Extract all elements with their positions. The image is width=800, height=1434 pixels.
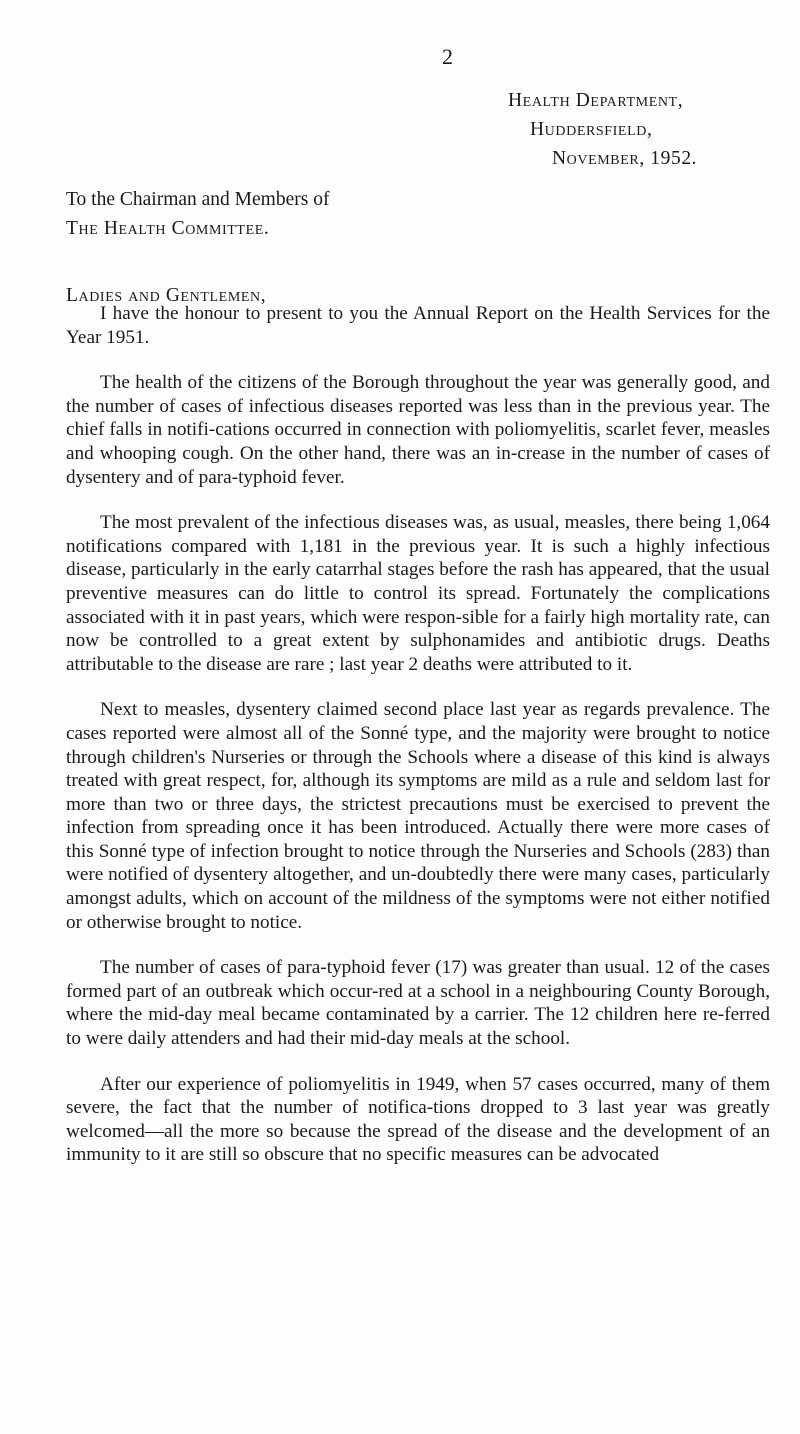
recipient-block (66, 185, 329, 243)
greeting: Ladies and Gentlemen, (66, 285, 267, 306)
address-date: November, 1952. (552, 148, 698, 169)
paragraph-para-typhoid: The number of cases of para-typhoid fever (17) was greater than usual. 12 of the cases formed part of an outbreak which occur-red at a school in a neighbouring County Borough, where the mid-day meal became contaminated by a carrier. The 12 children here re-ferred to were daily attenders and had their mid-day meals at the school. (66, 957, 770, 1050)
paragraph-general-health: The health of the citizens of the Borough throughout the year was generally good, and the number of cases of infectious diseases reported was less than in the previous year. The chief falls in notifi-cations occurred in connection with poliomyelitis, scarlet fever, measles and whooping cough. On the other hand, there was an in-crease in the number of cases of dysentery and of para-typhoid fever. (66, 372, 770, 488)
paragraph-measles: The most prevalent of the infectious diseases was, as usual, measles, there being 1,064 notifications compared with 1,181 in the previous year. It is such a highly infectious disease, particularly in the early catarrhal stages before the rash has appeared, that the usual preventive measures can do little to control its spread. Fortunately the complications associated with it in past years, which were respon-sible for a fairly high mortality rate, can now be controlled to a great extent by sulphonamides and antibiotic drugs. Deaths attributable to the disease are rare ; last year 2 deaths were attributed to it. (66, 512, 770, 675)
recipient-committee: The Health Committee. (66, 218, 270, 239)
paragraph-intro: I have the honour to present to you the Annual Report on the Health Services for the Year 1951. (66, 303, 770, 348)
page-number: 2 (442, 44, 453, 69)
letter-body (66, 302, 770, 1167)
sender-address (508, 86, 697, 173)
address-town: Huddersfield, (530, 119, 653, 140)
recipient-line: To the Chairman and Members of (66, 189, 330, 210)
paragraph-dysentery: Next to measles, dysentery claimed second place last year as regards prevalence. The cases reported were almost all of the Sonné type, and the majority were brought to notice through children's Nurseries or through the Schools where a disease of this kind is always treated with great respect, for, although its symptoms are mild as a rule and seldom last for more than two or three days, the strictest precautions must be exercised to prevent the infection from spreading once it has been introduced. Actually there were more cases of this Sonné type of infection brought to notice through the Nurseries and Schools (283) than were notified of dysentery altogether, and un-doubtedly there were many cases, particularly amongst adults, which on account of the mildness of the symptoms were not either notified or otherwise brought to notice. (66, 699, 770, 933)
address-department: Health Department, (508, 90, 684, 111)
paragraph-poliomyelitis: After our experience of poliomyelitis in 1949, when 57 cases occurred, many of them severe, the fact that the number of notifica-tions dropped to 3 last year was greatly welcomed—all the more so because the spread of the disease and the development of an immunity to it are still so obscure that no specific measures can be advocated (66, 1073, 770, 1166)
